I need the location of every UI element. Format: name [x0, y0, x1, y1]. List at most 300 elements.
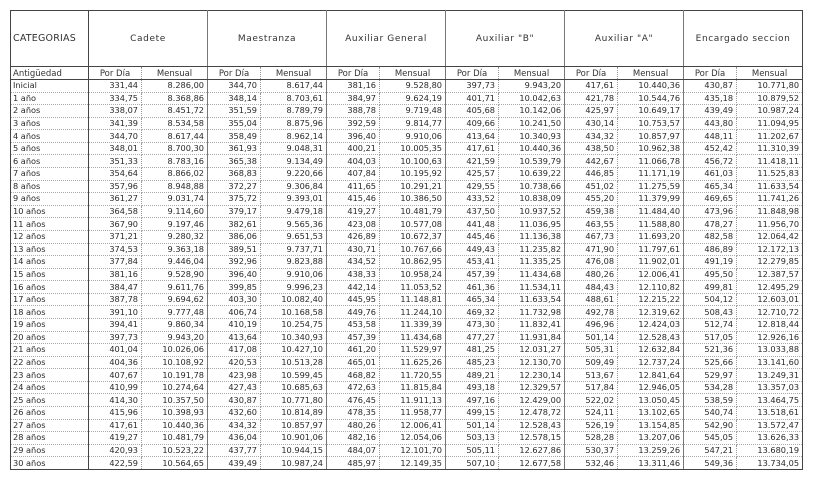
per-day-cell: 538,59 — [684, 394, 737, 407]
monthly-cell: 12.841,64 — [618, 369, 684, 382]
monthly-cell: 8.866,02 — [142, 168, 208, 181]
monthly-cell: 10.862,95 — [380, 256, 446, 269]
per-day-cell: 436,04 — [208, 432, 261, 445]
monthly-header: Mensual — [618, 67, 684, 80]
monthly-cell: 11.902,01 — [618, 256, 684, 269]
seniority-cell: 16 años — [11, 281, 89, 294]
per-day-cell: 465,34 — [446, 293, 499, 306]
per-day-cell: 344,70 — [89, 130, 142, 143]
per-day-cell: 472,63 — [327, 381, 380, 394]
per-day-cell: 501,14 — [565, 331, 618, 344]
monthly-cell: 9.996,23 — [261, 281, 327, 294]
seniority-cell: 23 años — [11, 369, 89, 382]
seniority-cell: Inicial — [11, 80, 89, 93]
per-day-cell: 540,74 — [684, 407, 737, 420]
monthly-cell: 12.603,01 — [737, 293, 803, 306]
table-row — [11, 168, 803, 181]
table-row — [11, 306, 803, 319]
seniority-cell: 30 años — [11, 457, 89, 470]
monthly-cell: 10.241,50 — [499, 117, 565, 130]
per-day-cell: 411,65 — [327, 180, 380, 193]
monthly-cell: 10.142,06 — [499, 105, 565, 118]
per-day-cell: 384,97 — [327, 92, 380, 105]
monthly-cell: 8.703,61 — [261, 92, 327, 105]
group-header-auxiliar-b: Auxiliar "B" — [446, 11, 565, 67]
per-day-cell: 417,61 — [89, 419, 142, 432]
per-day-header: Por Día — [208, 67, 261, 80]
monthly-cell: 11.911,13 — [380, 394, 446, 407]
monthly-cell: 11.053,52 — [380, 281, 446, 294]
seniority-cell: 25 años — [11, 394, 89, 407]
per-day-cell: 405,68 — [446, 105, 499, 118]
monthly-cell: 9.565,36 — [261, 218, 327, 231]
monthly-cell: 10.539,79 — [499, 155, 565, 168]
per-day-cell: 478,27 — [684, 218, 737, 231]
per-day-header: Por Día — [89, 67, 142, 80]
per-day-cell: 497,16 — [446, 394, 499, 407]
monthly-cell: 10.771,80 — [261, 394, 327, 407]
per-day-cell: 461,03 — [684, 168, 737, 181]
table-row — [11, 230, 803, 243]
per-day-cell: 437,50 — [446, 205, 499, 218]
monthly-cell: 10.386,50 — [380, 193, 446, 206]
monthly-cell: 10.685,63 — [261, 381, 327, 394]
monthly-cell: 10.738,66 — [499, 180, 565, 193]
salary-table — [10, 10, 803, 470]
per-day-cell: 482,58 — [684, 230, 737, 243]
monthly-cell: 9.814,77 — [380, 117, 446, 130]
monthly-cell: 11.529,97 — [380, 344, 446, 357]
monthly-cell: 12.710,72 — [737, 306, 803, 319]
per-day-cell: 331,44 — [89, 80, 142, 93]
per-day-cell: 480,26 — [327, 419, 380, 432]
per-day-cell: 446,85 — [565, 168, 618, 181]
per-day-cell: 404,36 — [89, 356, 142, 369]
per-day-cell: 397,73 — [89, 331, 142, 344]
monthly-cell: 10.005,35 — [380, 142, 446, 155]
monthly-cell: 10.481,79 — [142, 432, 208, 445]
monthly-header: Mensual — [261, 67, 327, 80]
monthly-cell: 10.357,50 — [142, 394, 208, 407]
monthly-cell: 9.528,80 — [380, 80, 446, 93]
seniority-cell: 19 años — [11, 318, 89, 331]
monthly-cell: 10.544,76 — [618, 92, 684, 105]
monthly-cell: 11.339,39 — [380, 318, 446, 331]
monthly-cell: 12.101,70 — [380, 444, 446, 457]
monthly-cell: 10.398,93 — [142, 407, 208, 420]
monthly-cell: 12.230,14 — [499, 369, 565, 382]
per-day-cell: 445,95 — [327, 293, 380, 306]
per-day-cell: 348,14 — [208, 92, 261, 105]
per-day-cell: 403,30 — [208, 293, 261, 306]
monthly-cell: 12.632,84 — [618, 344, 684, 357]
monthly-cell: 9.479,18 — [261, 205, 327, 218]
table-row — [11, 117, 803, 130]
per-day-cell: 374,53 — [89, 243, 142, 256]
monthly-cell: 10.577,08 — [380, 218, 446, 231]
monthly-cell: 10.291,21 — [380, 180, 446, 193]
monthly-cell: 10.639,22 — [499, 168, 565, 181]
per-day-cell: 443,80 — [684, 117, 737, 130]
monthly-cell: 13.680,19 — [737, 444, 803, 457]
per-day-cell: 401,04 — [89, 344, 142, 357]
per-day-cell: 545,05 — [684, 432, 737, 445]
monthly-cell: 10.901,06 — [261, 432, 327, 445]
per-day-cell: 407,84 — [327, 168, 380, 181]
monthly-cell: 9.694,62 — [142, 293, 208, 306]
monthly-cell: 10.440,36 — [618, 80, 684, 93]
per-day-cell: 463,55 — [565, 218, 618, 231]
category-header-row — [11, 11, 803, 67]
monthly-cell: 12.149,35 — [380, 457, 446, 470]
monthly-cell: 9.048,31 — [261, 142, 327, 155]
monthly-cell: 9.860,34 — [142, 318, 208, 331]
per-day-cell: 438,33 — [327, 268, 380, 281]
monthly-cell: 8.617,44 — [261, 80, 327, 93]
seniority-cell: 12 años — [11, 230, 89, 243]
monthly-cell: 12.387,57 — [737, 268, 803, 281]
per-day-cell: 420,93 — [89, 444, 142, 457]
table-row — [11, 293, 803, 306]
monthly-cell: 11.815,84 — [380, 381, 446, 394]
monthly-cell: 8.962,14 — [261, 130, 327, 143]
monthly-cell: 10.857,97 — [261, 419, 327, 432]
monthly-cell: 11.693,20 — [618, 230, 684, 243]
per-day-cell: 427,43 — [208, 381, 261, 394]
monthly-cell: 11.625,26 — [380, 356, 446, 369]
per-day-cell: 417,08 — [208, 344, 261, 357]
monthly-cell: 9.446,04 — [142, 256, 208, 269]
per-day-cell: 423,08 — [327, 218, 380, 231]
per-day-cell: 491,19 — [684, 256, 737, 269]
monthly-cell: 10.168,58 — [261, 306, 327, 319]
monthly-cell: 11.235,82 — [499, 243, 565, 256]
per-day-cell: 361,27 — [89, 193, 142, 206]
per-day-cell: 442,67 — [565, 155, 618, 168]
per-day-cell: 354,64 — [89, 168, 142, 181]
per-day-cell: 449,76 — [327, 306, 380, 319]
per-day-cell: 448,11 — [684, 130, 737, 143]
per-day-cell: 375,72 — [208, 193, 261, 206]
monthly-cell: 12.528,43 — [618, 331, 684, 344]
monthly-cell: 12.429,00 — [499, 394, 565, 407]
per-day-cell: 430,71 — [327, 243, 380, 256]
monthly-cell: 13.249,31 — [737, 369, 803, 382]
table-row — [11, 180, 803, 193]
table-row — [11, 142, 803, 155]
monthly-cell: 10.599,45 — [261, 369, 327, 382]
per-day-cell: 507,10 — [446, 457, 499, 470]
monthly-cell: 12.578,15 — [499, 432, 565, 445]
monthly-cell: 10.427,10 — [261, 344, 327, 357]
monthly-cell: 12.130,70 — [499, 356, 565, 369]
per-day-cell: 433,52 — [446, 193, 499, 206]
per-day-cell: 456,72 — [684, 155, 737, 168]
subheader-row — [11, 67, 803, 80]
per-day-cell: 419,27 — [89, 432, 142, 445]
monthly-cell: 8.286,00 — [142, 80, 208, 93]
monthly-cell: 12.478,72 — [499, 407, 565, 420]
per-day-cell: 542,90 — [684, 419, 737, 432]
per-day-cell: 467,73 — [565, 230, 618, 243]
monthly-cell: 11.956,70 — [737, 218, 803, 231]
per-day-cell: 473,96 — [684, 205, 737, 218]
per-day-cell: 478,35 — [327, 407, 380, 420]
per-day-cell: 435,18 — [684, 92, 737, 105]
monthly-cell: 9.651,53 — [261, 230, 327, 243]
per-day-cell: 473,30 — [446, 318, 499, 331]
per-day-cell: 338,07 — [89, 105, 142, 118]
monthly-cell: 12.495,29 — [737, 281, 803, 294]
monthly-cell: 13.033,88 — [737, 344, 803, 357]
seniority-cell: 24 años — [11, 381, 89, 394]
monthly-cell: 13.626,33 — [737, 432, 803, 445]
per-day-cell: 391,10 — [89, 306, 142, 319]
per-day-cell: 517,84 — [565, 381, 618, 394]
monthly-header: Mensual — [142, 67, 208, 80]
monthly-cell: 12.215,22 — [618, 293, 684, 306]
per-day-cell: 344,70 — [208, 80, 261, 93]
monthly-cell: 12.054,06 — [380, 432, 446, 445]
seniority-cell: 21 años — [11, 344, 89, 357]
salary-rows — [11, 80, 803, 470]
table-row — [11, 80, 803, 93]
monthly-cell: 11.732,98 — [499, 306, 565, 319]
per-day-cell: 488,61 — [565, 293, 618, 306]
per-day-cell: 367,90 — [89, 218, 142, 231]
per-day-cell: 389,51 — [208, 243, 261, 256]
per-day-cell: 437,77 — [208, 444, 261, 457]
monthly-cell: 10.987,24 — [261, 457, 327, 470]
seniority-cell: 10 años — [11, 205, 89, 218]
per-day-cell: 401,71 — [446, 92, 499, 105]
per-day-cell: 426,89 — [327, 230, 380, 243]
monthly-header: Mensual — [499, 67, 565, 80]
per-day-cell: 485,97 — [327, 457, 380, 470]
per-day-cell: 477,27 — [446, 331, 499, 344]
monthly-cell: 8.875,96 — [261, 117, 327, 130]
per-day-cell: 392,59 — [327, 117, 380, 130]
monthly-cell: 13.154,85 — [618, 419, 684, 432]
monthly-cell: 10.771,80 — [737, 80, 803, 93]
monthly-cell: 12.006,41 — [618, 268, 684, 281]
monthly-cell: 11.136,38 — [499, 230, 565, 243]
per-day-cell: 365,38 — [208, 155, 261, 168]
per-day-cell: 480,26 — [565, 268, 618, 281]
monthly-cell: 11.310,39 — [737, 142, 803, 155]
monthly-cell: 10.340,93 — [261, 331, 327, 344]
per-day-cell: 417,61 — [565, 80, 618, 93]
monthly-cell: 9.719,48 — [380, 105, 446, 118]
seniority-cell: 2 años — [11, 105, 89, 118]
per-day-cell: 422,59 — [89, 457, 142, 470]
per-day-cell: 364,58 — [89, 205, 142, 218]
per-day-cell: 409,66 — [446, 117, 499, 130]
monthly-cell: 8.700,30 — [142, 142, 208, 155]
monthly-cell: 9.737,71 — [261, 243, 327, 256]
per-day-cell: 434,32 — [208, 419, 261, 432]
monthly-cell: 12.329,57 — [499, 381, 565, 394]
per-day-cell: 508,43 — [684, 306, 737, 319]
monthly-cell: 10.879,52 — [737, 92, 803, 105]
per-day-header: Por Día — [327, 67, 380, 80]
per-day-cell: 414,30 — [89, 394, 142, 407]
per-day-cell: 407,67 — [89, 369, 142, 382]
per-day-cell: 400,21 — [327, 142, 380, 155]
per-day-cell: 469,65 — [684, 193, 737, 206]
seniority-cell: 1 año — [11, 92, 89, 105]
per-day-cell: 406,74 — [208, 306, 261, 319]
per-day-cell: 482,16 — [327, 432, 380, 445]
monthly-cell: 10.958,24 — [380, 268, 446, 281]
monthly-cell: 11.275,59 — [618, 180, 684, 193]
per-day-cell: 430,14 — [565, 117, 618, 130]
table-row — [11, 381, 803, 394]
monthly-cell: 10.108,92 — [142, 356, 208, 369]
table-row — [11, 419, 803, 432]
monthly-cell: 9.306,84 — [261, 180, 327, 193]
per-day-cell: 421,78 — [565, 92, 618, 105]
per-day-cell: 468,82 — [327, 369, 380, 382]
per-day-cell: 415,96 — [89, 407, 142, 420]
monthly-cell: 12.279,85 — [737, 256, 803, 269]
monthly-cell: 11.588,80 — [618, 218, 684, 231]
seniority-cell: 14 años — [11, 256, 89, 269]
monthly-cell: 10.026,06 — [142, 344, 208, 357]
per-day-cell: 457,39 — [446, 268, 499, 281]
table-row — [11, 331, 803, 344]
per-day-cell: 522,02 — [565, 394, 618, 407]
per-day-cell: 425,57 — [446, 168, 499, 181]
monthly-cell: 13.259,26 — [618, 444, 684, 457]
monthly-cell: 13.050,45 — [618, 394, 684, 407]
per-day-cell: 384,47 — [89, 281, 142, 294]
per-day-cell: 413,64 — [446, 130, 499, 143]
table-row — [11, 205, 803, 218]
table-row — [11, 457, 803, 470]
monthly-cell: 10.937,52 — [499, 205, 565, 218]
per-day-cell: 445,46 — [446, 230, 499, 243]
per-day-cell: 476,45 — [327, 394, 380, 407]
monthly-cell: 12.946,05 — [618, 381, 684, 394]
monthly-cell: 10.513,28 — [261, 356, 327, 369]
monthly-cell: 10.753,57 — [618, 117, 684, 130]
monthly-cell: 9.943,20 — [142, 331, 208, 344]
per-day-cell: 377,84 — [89, 256, 142, 269]
monthly-cell: 10.564,65 — [142, 457, 208, 470]
group-header-auxiliar-a: Auxiliar "A" — [565, 11, 684, 67]
table-row — [11, 193, 803, 206]
table-row — [11, 92, 803, 105]
monthly-cell: 8.534,58 — [142, 117, 208, 130]
per-day-cell: 379,17 — [208, 205, 261, 218]
table-row — [11, 344, 803, 357]
table-row — [11, 218, 803, 231]
per-day-cell: 351,59 — [208, 105, 261, 118]
seniority-cell: 13 años — [11, 243, 89, 256]
table-row — [11, 243, 803, 256]
monthly-cell: 12.737,24 — [618, 356, 684, 369]
per-day-cell: 524,11 — [565, 407, 618, 420]
per-day-cell: 334,75 — [89, 92, 142, 105]
seniority-cell: 22 años — [11, 356, 89, 369]
per-day-cell: 525,66 — [684, 356, 737, 369]
per-day-cell: 504,12 — [684, 293, 737, 306]
monthly-cell: 10.195,92 — [380, 168, 446, 181]
monthly-cell: 10.042,63 — [499, 92, 565, 105]
monthly-cell: 13.311,46 — [618, 457, 684, 470]
per-day-cell: 521,36 — [684, 344, 737, 357]
per-day-cell: 459,38 — [565, 205, 618, 218]
monthly-cell: 10.274,64 — [142, 381, 208, 394]
monthly-cell: 13.357,03 — [737, 381, 803, 394]
group-header-maestranza: Maestranza — [208, 11, 327, 67]
per-day-cell: 430,87 — [208, 394, 261, 407]
seniority-cell: 6 años — [11, 155, 89, 168]
per-day-cell: 399,85 — [208, 281, 261, 294]
seniority-cell: 9 años — [11, 193, 89, 206]
group-header-encargado-seccion: Encargado seccion — [684, 11, 803, 67]
monthly-cell: 11.434,68 — [499, 268, 565, 281]
per-day-cell: 421,59 — [446, 155, 499, 168]
table-row — [11, 394, 803, 407]
monthly-cell: 9.280,32 — [142, 230, 208, 243]
per-day-cell: 455,20 — [565, 193, 618, 206]
per-day-cell: 434,32 — [565, 130, 618, 143]
per-day-cell: 461,20 — [327, 344, 380, 357]
monthly-cell: 9.624,19 — [380, 92, 446, 105]
group-header-auxiliar-general: Auxiliar General — [327, 11, 446, 67]
seniority-cell: 7 años — [11, 168, 89, 181]
monthly-cell: 12.110,82 — [618, 281, 684, 294]
per-day-cell: 499,15 — [446, 407, 499, 420]
per-day-cell: 452,42 — [684, 142, 737, 155]
monthly-cell: 12.926,16 — [737, 331, 803, 344]
monthly-cell: 10.767,66 — [380, 243, 446, 256]
monthly-cell: 9.393,01 — [261, 193, 327, 206]
per-day-cell: 404,03 — [327, 155, 380, 168]
per-day-cell: 381,16 — [89, 268, 142, 281]
monthly-cell: 11.720,55 — [380, 369, 446, 382]
per-day-cell: 512,74 — [684, 318, 737, 331]
monthly-cell: 10.100,63 — [380, 155, 446, 168]
monthly-cell: 10.814,89 — [261, 407, 327, 420]
per-day-cell: 388,78 — [327, 105, 380, 118]
per-day-cell: 549,36 — [684, 457, 737, 470]
monthly-cell: 9.943,20 — [499, 80, 565, 93]
table-row — [11, 318, 803, 331]
table-row — [11, 369, 803, 382]
per-day-cell: 355,04 — [208, 117, 261, 130]
per-day-cell: 397,73 — [446, 80, 499, 93]
monthly-cell: 10.440,36 — [142, 419, 208, 432]
per-day-cell: 410,19 — [208, 318, 261, 331]
monthly-cell: 11.418,11 — [737, 155, 803, 168]
monthly-cell: 11.958,77 — [380, 407, 446, 420]
per-day-cell: 469,32 — [446, 306, 499, 319]
per-day-cell: 357,96 — [89, 180, 142, 193]
monthly-cell: 9.031,74 — [142, 193, 208, 206]
per-day-cell: 528,28 — [565, 432, 618, 445]
per-day-cell: 530,37 — [565, 444, 618, 457]
seniority-cell: 17 años — [11, 293, 89, 306]
monthly-cell: 11.244,10 — [380, 306, 446, 319]
per-day-cell: 419,27 — [327, 205, 380, 218]
monthly-cell: 12.172,13 — [737, 243, 803, 256]
monthly-cell: 9.910,06 — [261, 268, 327, 281]
seniority-cell: 5 años — [11, 142, 89, 155]
seniority-cell: 15 años — [11, 268, 89, 281]
